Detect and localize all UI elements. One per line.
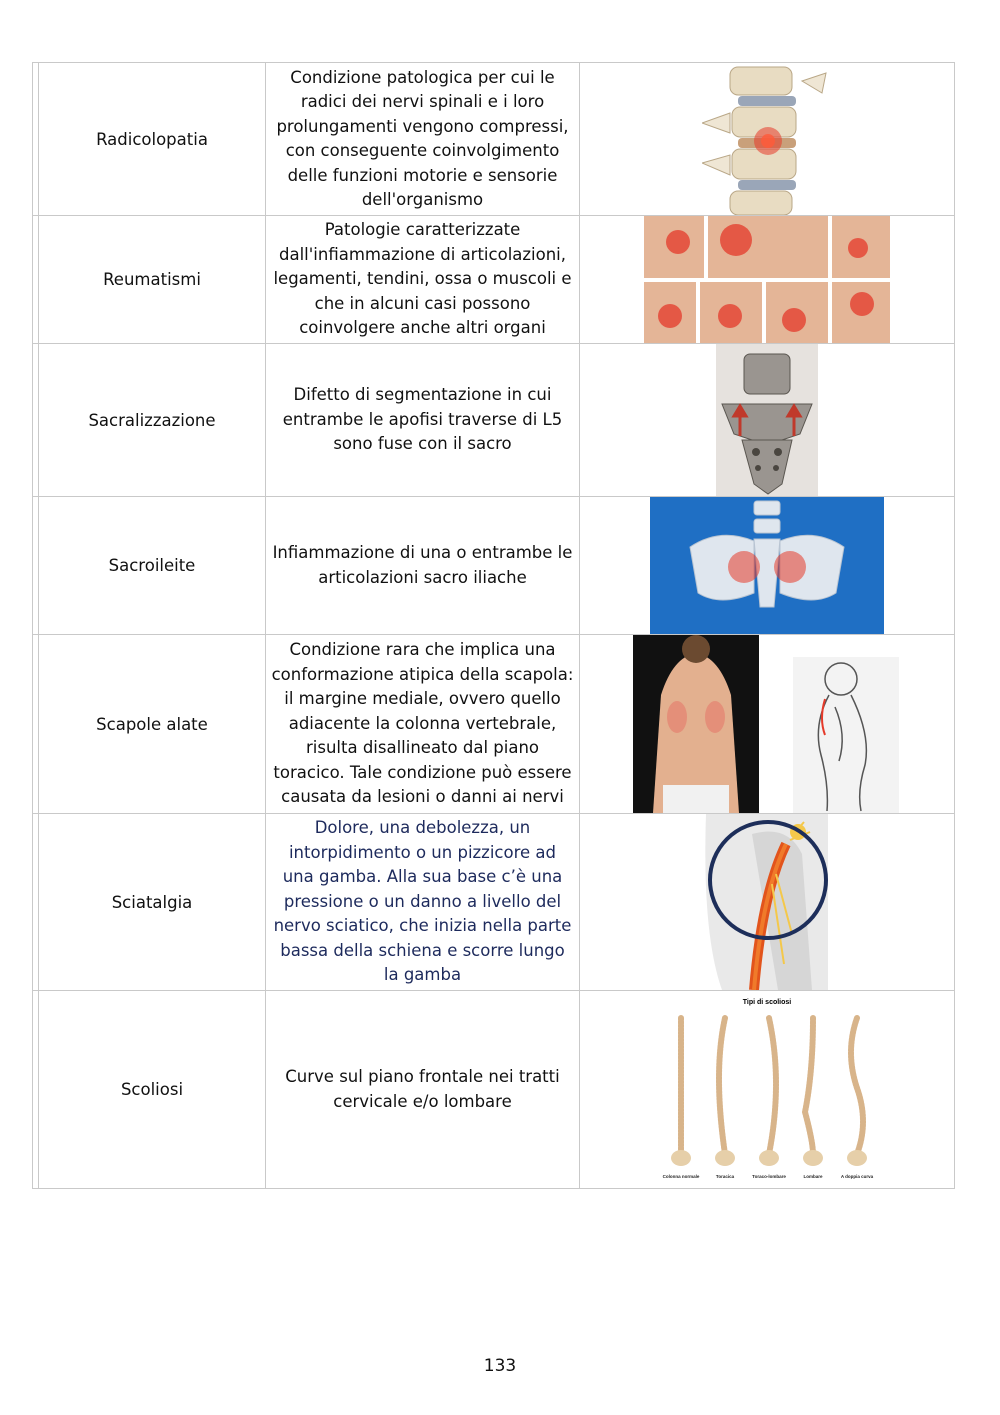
term-cell: Reumatismi	[39, 216, 266, 343]
term-cell: Sacroileite	[39, 497, 266, 634]
scoliosis-label: Toracica	[715, 1173, 735, 1179]
page-number: 133	[483, 1356, 517, 1376]
definition-cell: Condizione patologica per cui le radici dei nervi spinali e i loro prolungamenti vengono compressi, con conseguente coinvolgimento delle funzioni motorie e sensorie dell'organismo	[266, 63, 580, 215]
term-cell: Sacralizzazione	[39, 344, 266, 496]
table-row	[32, 216, 955, 344]
sacroiliac-joint-illustration	[650, 497, 884, 634]
sacralization-vertebra-photo	[716, 344, 818, 496]
term-cell: Sciatalgia	[39, 814, 266, 990]
rheumatism-photo-collage	[644, 216, 890, 343]
image-cell	[580, 344, 955, 496]
term-cell: Scoliosi	[39, 991, 266, 1188]
image-cell	[580, 814, 955, 990]
scoliosis-types-chart	[657, 992, 877, 1188]
scoliosis-label: Toraco-lombare	[752, 1173, 786, 1179]
scoliosis-title: Tipi di scoliosi	[742, 998, 792, 1006]
definition-cell: Infiammazione di una o entrambe le articolazioni sacro iliache	[266, 497, 580, 634]
image-cell	[580, 991, 955, 1188]
table-row	[32, 344, 955, 497]
scoliosis-label: A doppia curva	[840, 1173, 874, 1179]
definition-cell: Patologie caratterizzate dall'infiammazione di articolazioni, legamenti, tendini, ossa o muscoli e che in alcuni casi possono coinvolgere anche altri organi	[266, 216, 580, 343]
term-cell: Radicolopatia	[39, 63, 266, 215]
table-row	[32, 63, 955, 216]
image-cell	[580, 497, 955, 634]
scoliosis-label: Colonna normale	[662, 1173, 700, 1179]
glossary-table	[32, 62, 955, 1189]
image-cell	[580, 63, 955, 215]
table-row	[32, 635, 955, 814]
definition-cell: Curve sul piano frontale nei tratti cervicale e/o lombare	[266, 991, 580, 1188]
term-cell: Scapole alate	[39, 635, 266, 813]
spine-disc-illustration	[702, 63, 832, 215]
definition-cell: Difetto di segmentazione in cui entrambe le apofisi traverse di L5 sono fuse con il sacro	[266, 344, 580, 496]
scoliosis-label: Lombare	[803, 1173, 823, 1179]
table-row	[32, 497, 955, 635]
sciatic-nerve-illustration	[692, 814, 842, 990]
winged-scapula-images	[633, 635, 901, 813]
definition-cell: Condizione rara che implica una conformazione atipica della scapola: il margine mediale, ovvero quello adiacente la colonna vertebrale, risulta disallineato dal piano toracico. Tale condizione può essere causata da lesioni o danni ai nervi	[266, 635, 580, 813]
table-row	[32, 814, 955, 991]
table-row	[32, 991, 955, 1189]
definition-cell: Dolore, una debolezza, un intorpidimento o un pizzicore ad una gamba. Alla sua base c’è una pressione o un danno a livello del nervo sciatico, che inizia nella parte bassa della schiena e scorre lungo la gamba	[266, 814, 580, 990]
image-cell	[580, 216, 955, 343]
image-cell	[580, 635, 955, 813]
